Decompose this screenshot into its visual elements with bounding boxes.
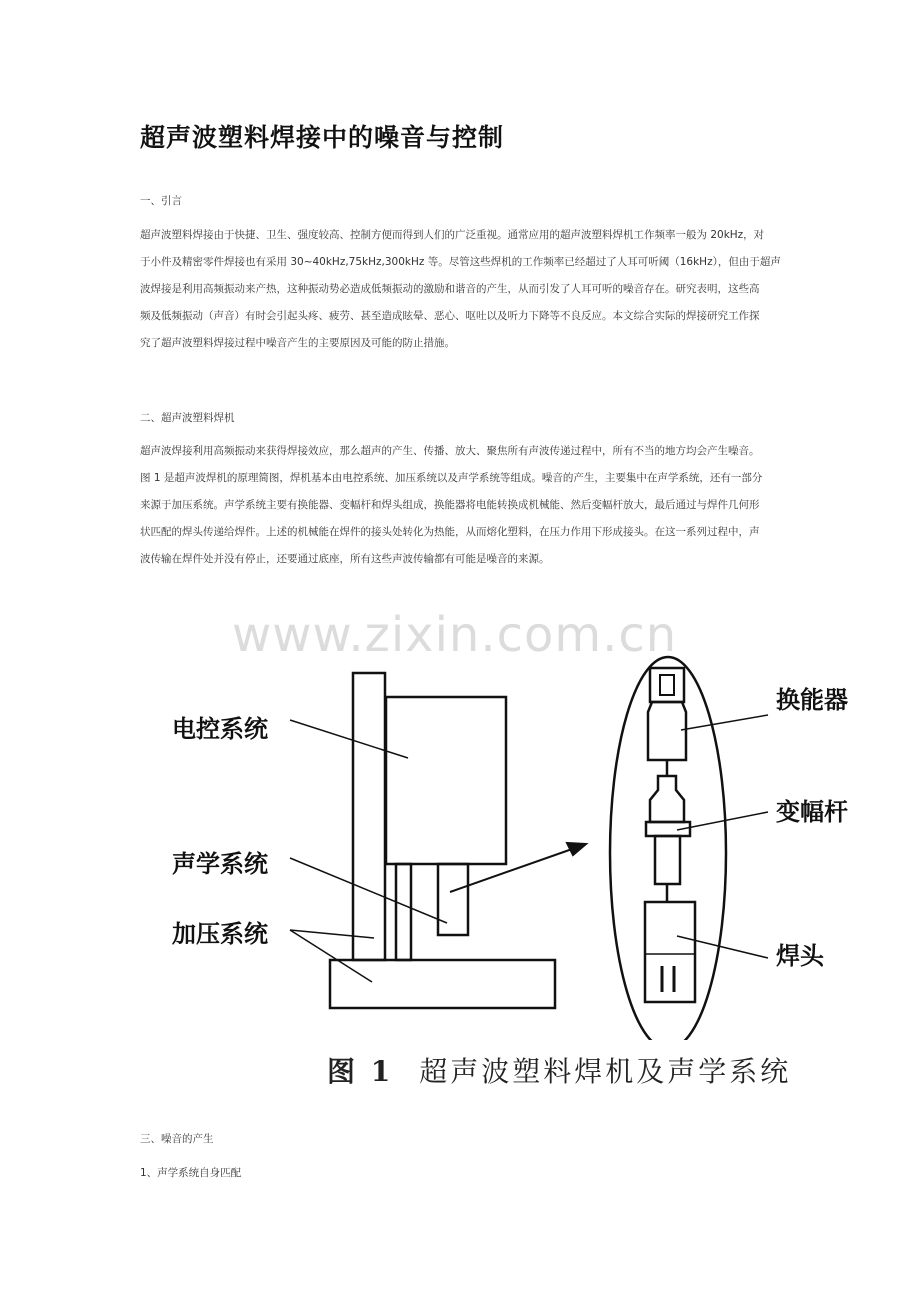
label-acoustic: 声学系统	[172, 850, 268, 878]
horn-body	[645, 902, 695, 1002]
figure-caption-text: 超声波塑料焊机及声学系统	[419, 1055, 792, 1088]
transducer-cap	[650, 668, 684, 702]
paragraph-line: 图 1 是超声波焊机的原理简图，焊机基本由电控系统、加压系统以及声学系统等组成。噪音的产生，主要集中在声学系统，还有一部分	[140, 472, 763, 484]
paragraph-line: 超声波焊接利用高频振动来获得焊接效应，那么超声的产生、传播、放大、聚焦所有声波传递过程中，所有不当的地方均会产生噪音。	[140, 445, 760, 457]
leader-pressure-a	[290, 930, 374, 938]
machine-column	[353, 673, 385, 960]
label-transducer: 换能器	[776, 686, 848, 714]
leader-acoustic	[290, 858, 447, 923]
leader-transducer	[681, 715, 768, 730]
paragraph-line: 频及低频振动（声音）有时会引起头疼、疲劳、甚至造成眩晕、恶心、呕吐以及听力下降等不良反应。本文综合实际的焊接研究工作探	[140, 310, 760, 322]
paragraph-line: 超声波塑料焊接由于快捷、卫生、强度较高、控制方便而得到人们的广泛重视。通常应用的超声波塑料焊机工作频率一般为 20kHz，对	[140, 229, 765, 241]
figure-caption-number: 图 1	[327, 1055, 394, 1088]
detail-arrow-head	[567, 843, 586, 855]
paragraph-line: 波焊接是利用高频振动来产热，这种振动势必造成低频振动的激励和谐音的产生，从而引发了人耳可听的噪音存在。研究表明，这些高	[140, 283, 760, 295]
paragraph-line: 于小件及精密零件焊接也有采用 30~40kHz,75kHz,300kHz 等。尽管这些焊机的工作频率已经超过了人耳可听阈（16kHz），但由于超声	[140, 256, 781, 268]
welder-diagram	[150, 640, 870, 1040]
section-heading-welder: 二、超声波塑料焊机	[140, 412, 235, 424]
figure-caption	[327, 1050, 791, 1090]
booster-body	[650, 776, 684, 822]
control-box	[386, 697, 506, 864]
machine-base	[330, 960, 555, 1008]
page-title: 超声波塑料焊接中的噪音与控制	[140, 123, 505, 152]
paragraph-line: 究了超声波塑料焊接过程中噪音产生的主要原因及可能的防止措施。	[140, 337, 455, 349]
horn-stub	[438, 864, 468, 935]
paragraph-welder	[140, 444, 784, 579]
transducer-cap-inner	[660, 675, 674, 695]
paragraph-intro	[140, 228, 784, 363]
press-ram	[396, 864, 411, 960]
subsection-heading-acoustic-matching: 1、声学系统自身匹配	[140, 1167, 242, 1179]
watermark: www.zixin.com.cn	[232, 607, 678, 663]
paragraph-line: 波传输在焊件处并没有停止，还要通过底座，所有这些声波传输都有可能是噪音的来源。	[140, 553, 550, 565]
leader-electric-control	[290, 720, 408, 758]
section-heading-intro: 一、引言	[140, 195, 182, 207]
acoustic-system-outline	[610, 657, 726, 1040]
transducer-body	[648, 702, 686, 760]
label-booster: 变幅杆	[776, 798, 848, 826]
paragraph-line: 来源于加压系统。声学系统主要有换能器、变幅杆和焊头组成，换能器将电能转换成机械能、然后变幅杆放大，最后通过与焊件几何形	[140, 499, 760, 511]
label-horn: 焊头	[776, 942, 824, 970]
paragraph-line: 状匹配的焊头传递给焊件。上述的机械能在焊件的接头处转化为热能，从而熔化塑料，在压力作用下形成接头。在这一系列过程中，声	[140, 526, 760, 538]
booster-lower	[655, 836, 680, 884]
section-heading-noise: 三、噪音的产生	[140, 1133, 214, 1145]
label-electric-control: 电控系统	[172, 715, 268, 743]
label-pressure: 加压系统	[172, 920, 268, 948]
